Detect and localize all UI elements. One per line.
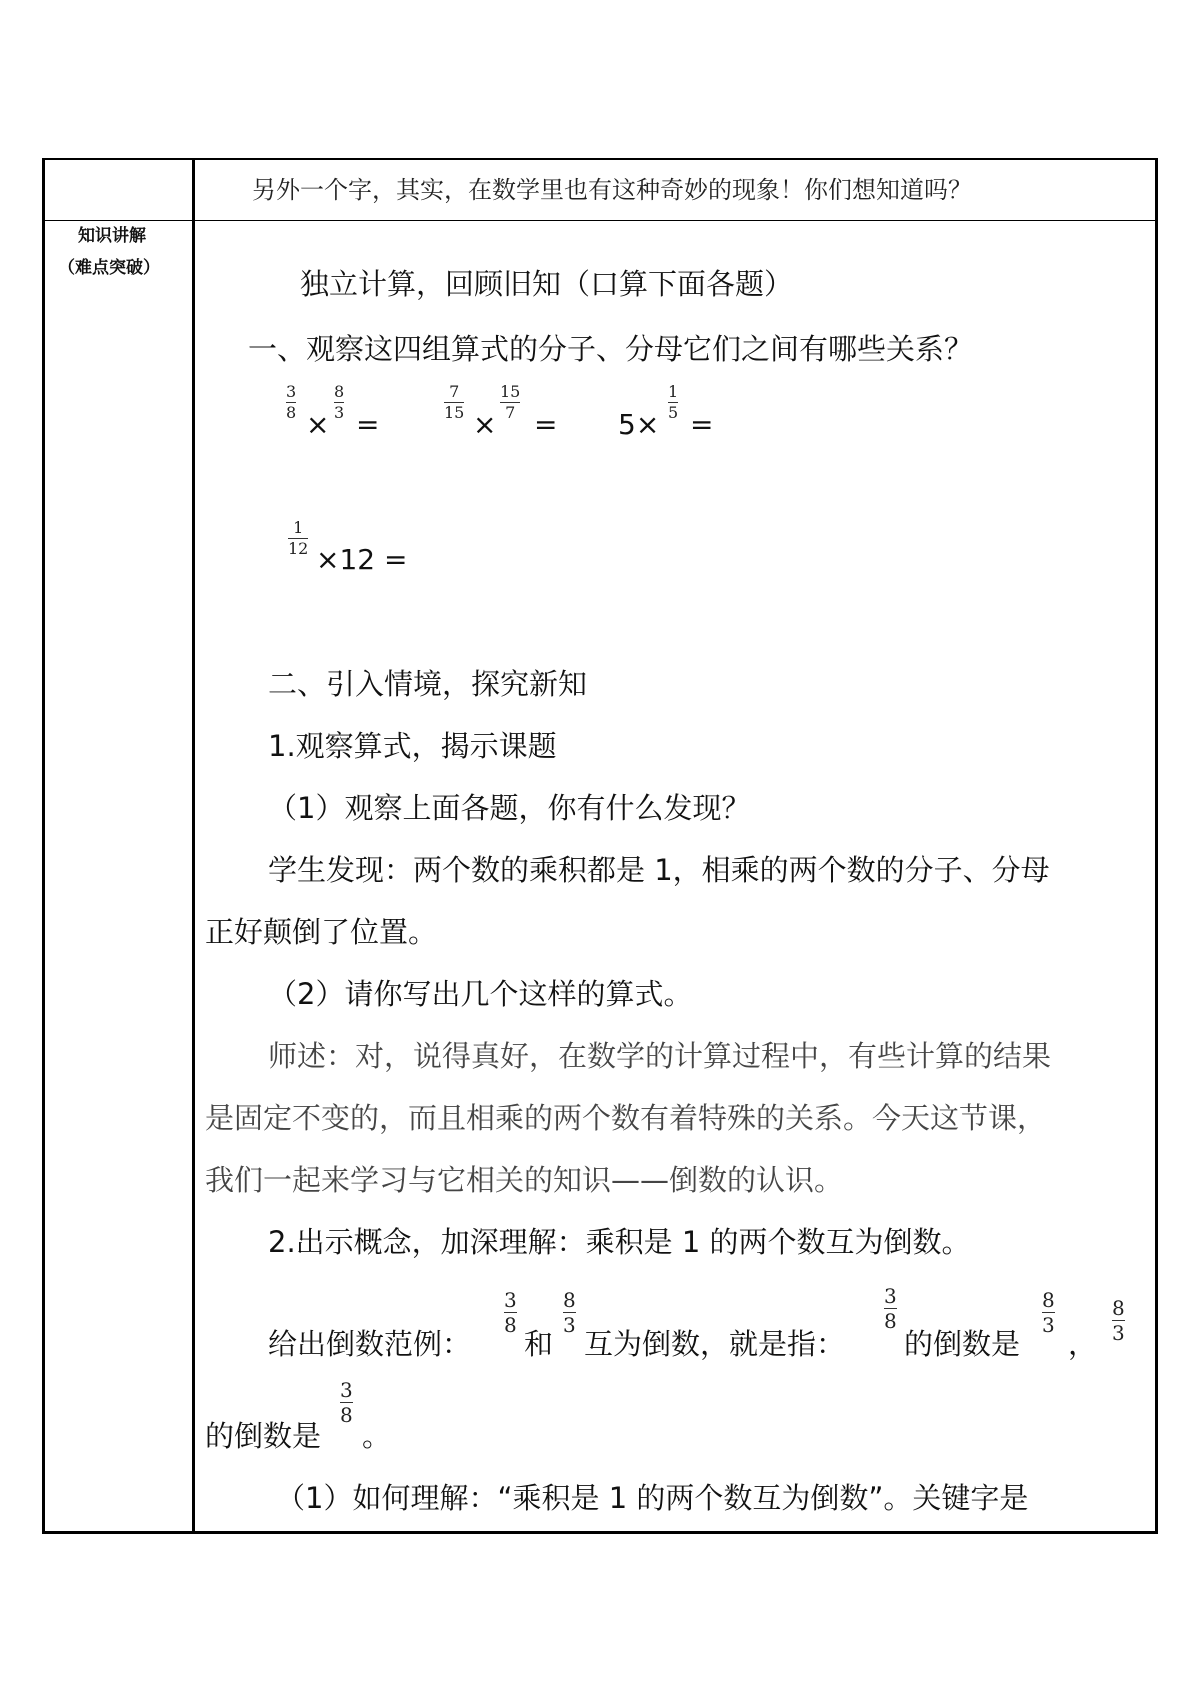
finding-line2: 正好颠倒了位置。 <box>205 915 438 949</box>
exercise3-lead: 5× <box>618 408 660 441</box>
exercise1-times: × <box>306 408 330 441</box>
exercise2-fraction2: 15 7 <box>500 382 521 422</box>
example-fraction-b: 8 3 <box>563 1288 576 1337</box>
example-period: 。 <box>362 1419 392 1453</box>
exercise4-tail: ×12 = <box>316 543 408 576</box>
question3: （1）如何理解：“乘积是 1 的两个数互为倒数”。关键字是 <box>276 1481 1029 1515</box>
exercise1-fraction2: 8 3 <box>334 382 345 422</box>
table-left-border <box>42 158 45 1534</box>
teacher-line2: 是固定不变的，而且相乘的两个数有着特殊的关系。今天这节课， <box>205 1101 1047 1135</box>
example-of: 的倒数是 <box>904 1327 1021 1361</box>
question2: （2）请你写出几个这样的算式。 <box>268 977 693 1011</box>
example-comma: ， <box>1068 1327 1098 1361</box>
exercise1-equals: = <box>356 408 380 441</box>
table-column-divider <box>192 158 195 1534</box>
intro-title: 独立计算，回顾旧知（口算下面各题） <box>300 267 794 301</box>
exercise2-times: × <box>473 408 497 441</box>
exercise1-fraction1: 3 8 <box>286 382 297 422</box>
step1-title: 1.观察算式，揭示课题 <box>268 729 557 763</box>
section-label-line2: （难点突破） <box>58 258 160 278</box>
example-fraction-c: 3 8 <box>884 1284 897 1333</box>
exercise4-fraction: 1 12 <box>288 518 309 558</box>
example-mid: 互为倒数，就是指： <box>584 1327 846 1361</box>
row1-continuation-text: 另外一个字，其实，在数学里也有这种奇妙的现象！你们想知道吗？ <box>252 176 972 204</box>
table-right-border <box>1155 158 1158 1534</box>
teacher-line1: 师述：对，说得真好，在数学的计算过程中，有些计算的结果 <box>268 1039 1052 1073</box>
example-and: 和 <box>524 1327 554 1361</box>
example-fraction-a: 3 8 <box>504 1288 517 1337</box>
example-line2: 的倒数是 <box>205 1419 322 1453</box>
section-label-line1: 知识讲解 <box>78 226 146 246</box>
finding-line1: 学生发现：两个数的乘积都是 1，相乘的两个数的分子、分母 <box>268 853 1050 887</box>
section2-title: 二、引入情境，探究新知 <box>268 667 588 701</box>
exercise2-equals: = <box>534 408 558 441</box>
example-fraction-f: 3 8 <box>340 1378 353 1427</box>
step2-title: 2.出示概念，加深理解：乘积是 1 的两个数互为倒数。 <box>268 1225 971 1259</box>
table-top-border <box>42 158 1158 160</box>
example-fraction-e: 8 3 <box>1112 1296 1125 1345</box>
table-row-divider <box>42 220 1158 221</box>
example-lead: 给出倒数范例： <box>268 1327 472 1361</box>
table-bottom-border <box>42 1531 1158 1534</box>
exercise2-fraction1: 7 15 <box>444 382 465 422</box>
section1-title: 一、观察这四组算式的分子、分母它们之间有哪些关系？ <box>248 332 974 366</box>
question1: （1）观察上面各题，你有什么发现？ <box>268 791 751 825</box>
exercise3-equals: = <box>690 408 714 441</box>
example-fraction-d: 8 3 <box>1042 1288 1055 1337</box>
teacher-line3: 我们一起来学习与它相关的知识——倒数的认识。 <box>205 1163 844 1197</box>
exercise3-fraction: 1 5 <box>668 382 679 422</box>
